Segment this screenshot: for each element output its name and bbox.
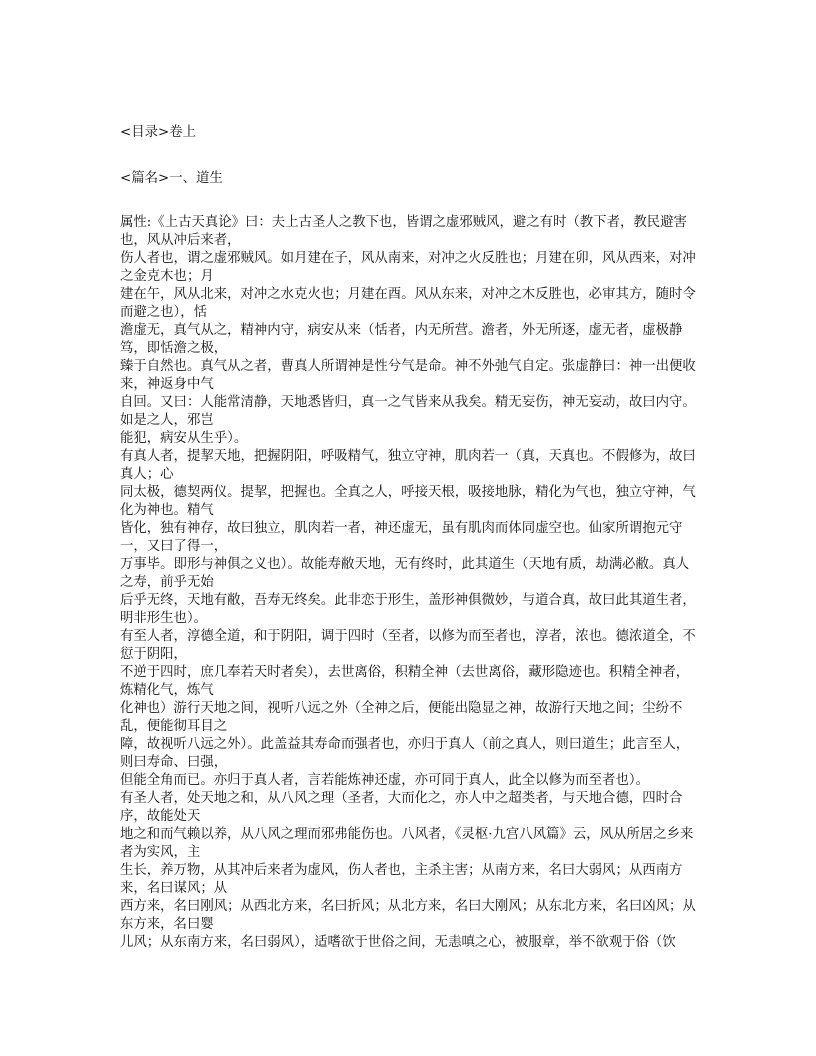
text-line: 能犯，病安从生乎）。 <box>120 431 248 446</box>
text-line: 有圣人者，处天地之和，从八风之理（圣者，大而化之，亦人中之超类者，与天地合德，四时合序，故能处天 <box>120 791 683 824</box>
text-line: 属性:《上古天真论》曰：夫上古圣人之教下也，皆谓之虚邪贼风，避之有时（教下者，教民避害也，风从冲后来者， <box>120 215 687 248</box>
toc-heading: <目录>卷上 <box>120 125 197 140</box>
text-line: 皆化，独有神存，故曰独立，肌肉若一者，神还虚无，虽有肌肉而体同虚空也。仙家所谓抱元守一，又曰了得一， <box>120 521 683 554</box>
text-line: 西方来，名曰刚风；从西北方来，名曰折风；从北方来，名曰大刚风；从东北方来，名曰凶风；从东方来，名曰婴 <box>120 899 696 932</box>
text-line: 同太极，德契两仪。提挈，把握也。全真之人，呼接天根，吸接地脉，精化为气也，独立守神，气化为神也。精气 <box>120 485 696 518</box>
text-line: 儿风；从东南方来，名曰弱风），适嗜欲于世俗之间，无恚嗔之心，被服章，举不欲观于俗（饮 <box>120 935 676 950</box>
document-body <box>120 124 696 952</box>
text-line: 臻于自然也。真气从之者，曹真人所谓神是性兮气是命。神不外弛气自定。张虚静曰：神一出便收来，神返身中气 <box>120 359 696 392</box>
text-line: 后乎无终，天地有敝，吾寿无终矣。此非恋于形生，盖形神俱微妙，与道合真，故曰此其道生者，明非形生也）。 <box>120 593 696 626</box>
text-line: 不逆于四时，庶几奉若天时者矣），去世离俗，积精全神（去世离俗，藏形隐迹也。积精全神者，炼精化气，炼气 <box>120 665 690 698</box>
text-line: 有真人者，提挈天地，把握阴阳，呼吸精气，独立守神，肌肉若一（真，天真也。不假修为，故曰真人；心 <box>120 449 696 482</box>
text-line: 建在午，风从北来，对冲之水克火也；月建在酉。风从东来，对冲之木反胜也，必审其方，随时令而避之也），恬 <box>120 287 696 320</box>
text-line: 自回。又曰：人能常清静，天地悉皆归，真一之气皆来从我矣。精无妄伤，神无妄动，故曰内守。如是之人，邪岂 <box>120 395 696 428</box>
text-line: 伤人者也，谓之虚邪贼风。如月建在子，风从南来，对冲之火反胜也；月建在卯，风从西来，对冲之金克木也；月 <box>120 251 696 284</box>
text-line: 有至人者，淳德全道，和于阴阳，调于四时（至者，以修为而至者也，淳者，浓也。德浓道全，不愆于阴阳， <box>120 629 696 662</box>
text-line: 地之和而气赖以养，从八风之理而邪弗能伤也。八风者，《灵枢·九宫八风篇》云，风从所居之乡来者为实风，主 <box>120 827 694 860</box>
section-heading: <篇名>一、道生 <box>120 171 223 186</box>
text-line: 但能全角而已。亦归于真人者，言若能炼神还虚，亦可同于真人，此全以修为而至者也）。 <box>120 773 649 788</box>
text-line: 万事毕。即形与神俱之义也）。故能寿敝天地，无有终时，此其道生（天地有质，劫满必敝。真人之寿，前乎无始 <box>120 557 690 590</box>
text-line: 澹虚无，真气从之，精神内守，病安从来（恬者，内无所营。澹者，外无所逐，虚无者，虚极静笃，即恬澹之极， <box>120 323 683 356</box>
text-line: 生长，养万物，从其冲后来者为虚风，伤人者也，主杀主害；从南方来，名曰大弱风；从西南方来，名曰谋风；从 <box>120 863 683 896</box>
body-text <box>120 214 696 952</box>
text-line: 障，故视听八远之外）。此盖益其寿命而强者也，亦归于真人（前之真人，则曰道生；此言至人，则曰寿命、曰强， <box>120 737 690 770</box>
text-line: 化神也）游行天地之间，视听八远之外（全神之后，便能出隐显之神，故游行天地之间；尘纷不乱，便能彻耳目之 <box>120 701 683 734</box>
